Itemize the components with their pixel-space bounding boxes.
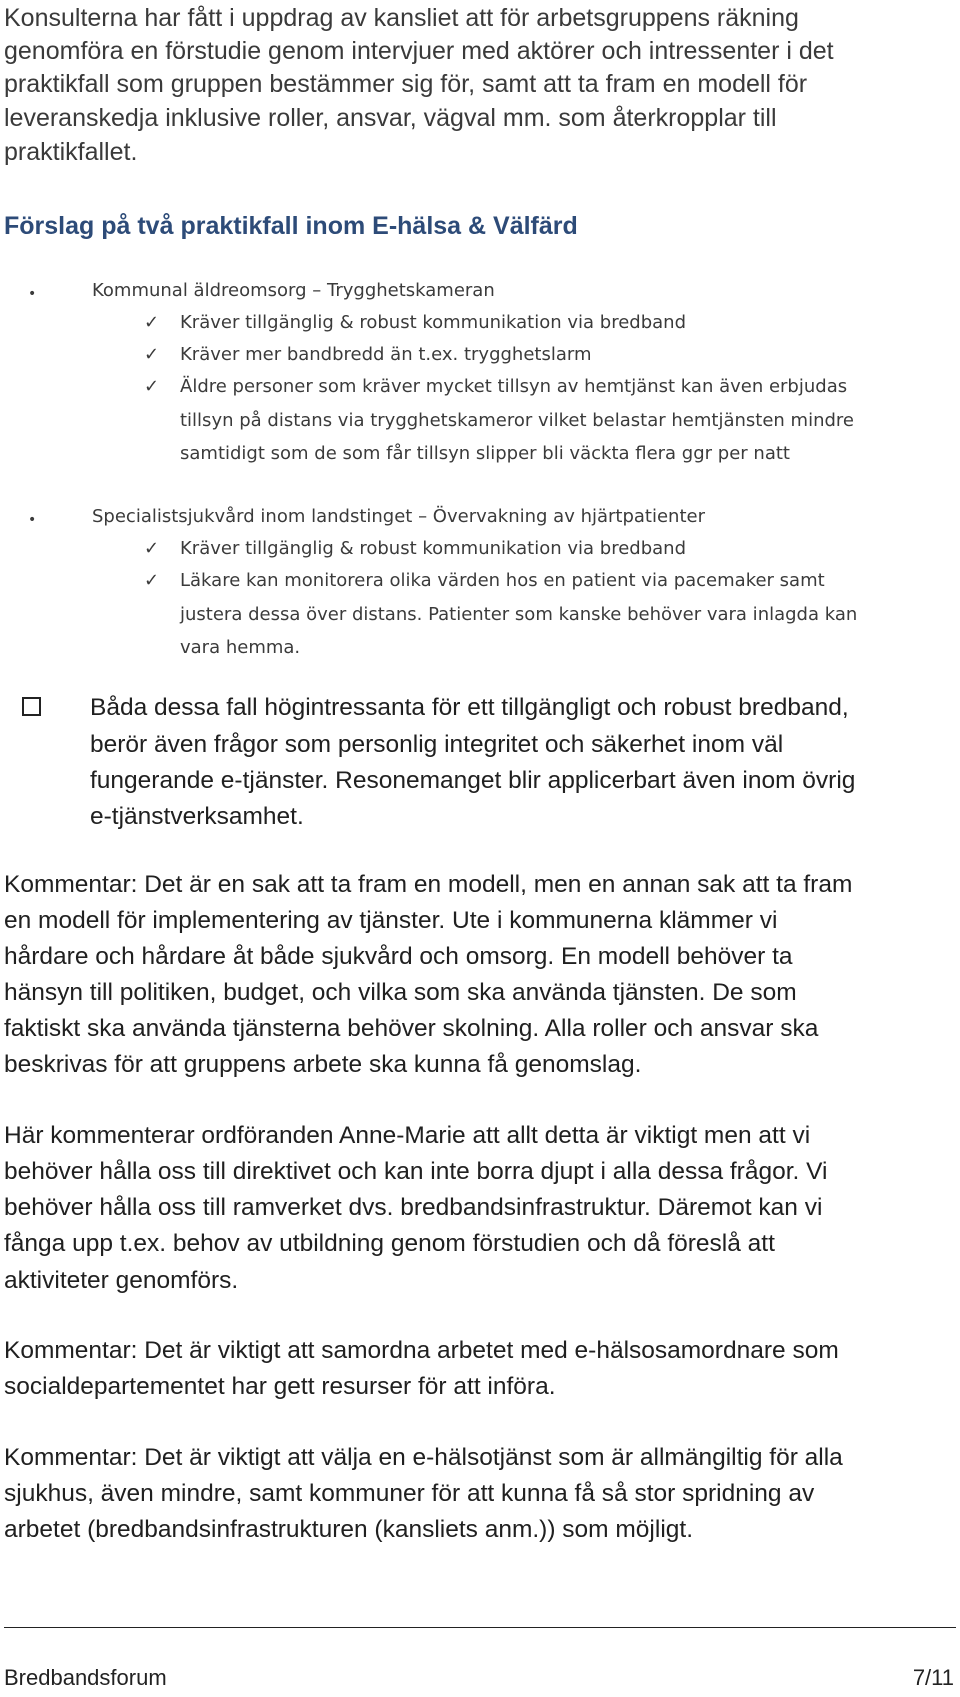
summary-line: fungerande e-tjänster. Resonemanget blir applicerbart även inom övrig bbox=[90, 767, 856, 794]
comment-line: arbetet (bredbandsinfrastrukturen (kansliets anm.)) som möjligt. bbox=[4, 1516, 694, 1543]
checkbox-icon bbox=[22, 697, 41, 716]
checkmark-icon: ✓ bbox=[144, 538, 160, 559]
check-item-text: samtidigt som de som får tillsyn slipper bli väckta flera ggr per natt bbox=[180, 443, 790, 464]
comment-line: Kommentar: Det är viktigt att samordna arbetet med e-hälsosamordnare som bbox=[4, 1337, 839, 1364]
comment-line: fånga upp t.ex. behov av utbildning genom förstudien och då föreslå att bbox=[4, 1230, 775, 1257]
intro-line: praktikfall som gruppen bestämmer sig för, samt att ta fram en modell för bbox=[4, 70, 808, 98]
page-number: 7/11 bbox=[912, 1665, 954, 1690]
summary-line: berör även frågor som personlig integritet och säkerhet inom väl bbox=[90, 731, 784, 758]
check-item-text: Kräver tillgänglig & robust kommunikation via bredband bbox=[180, 538, 686, 559]
comment-line: behöver hålla oss till ramverket dvs. bredbandsinfrastruktur. Däremot kan vi bbox=[4, 1194, 823, 1221]
intro-line: Konsulterna har fått i uppdrag av kansliet att för arbetsgruppens räkning bbox=[4, 4, 799, 32]
bullet-icon: • bbox=[28, 286, 37, 302]
comment-line: Kommentar: Det är en sak att ta fram en modell, men en annan sak att ta fram bbox=[4, 871, 853, 898]
bullet-icon: • bbox=[28, 512, 37, 528]
comment-line: beskrivas för att gruppens arbete ska kunna få genomslag. bbox=[4, 1051, 642, 1078]
intro-line: praktikfallet. bbox=[4, 138, 138, 166]
summary-line: Båda dessa fall högintressanta för ett tillgängligt och robust bredband, bbox=[90, 694, 849, 721]
comment-line: sjukhus, även mindre, samt kommuner för att kunna få så stor spridning av bbox=[4, 1480, 815, 1507]
case-title: Kommunal äldreomsorg – Trygghetskameran bbox=[92, 280, 495, 301]
comment-line: socialdepartementet har gett resurser för att införa. bbox=[4, 1373, 556, 1400]
section-heading: Förslag på två praktikfall inom E-hälsa & Välfärd bbox=[4, 212, 578, 240]
checkmark-icon: ✓ bbox=[144, 344, 160, 365]
comment-line: hårdare och hårdare åt både sjukvård och omsorg. En modell behöver ta bbox=[4, 943, 793, 970]
check-item-text: tillsyn på distans via trygghetskameror vilket belastar hemtjänsten mindre bbox=[180, 410, 854, 431]
comment-line: aktiviteter genomförs. bbox=[4, 1267, 239, 1294]
check-item-text: Kräver tillgänglig & robust kommunikation via bredband bbox=[180, 312, 686, 333]
check-item-text: justera dessa över distans. Patienter som kanske behöver vara inlagda kan bbox=[180, 604, 858, 625]
case-title: Specialistsjukvård inom landstinget – Övervakning av hjärtpatienter bbox=[92, 506, 706, 527]
summary-line: e-tjänstverksamhet. bbox=[90, 803, 304, 830]
intro-line: leveranskedja inklusive roller, ansvar, vägval mm. som återkropplar till bbox=[4, 104, 777, 132]
comment-line: Kommentar: Det är viktigt att välja en e-hälsotjänst som är allmängiltig för alla bbox=[4, 1444, 843, 1471]
checkmark-icon: ✓ bbox=[144, 312, 160, 333]
check-item-text: vara hemma. bbox=[180, 637, 301, 658]
comment-line: en modell för implementering av tjänster. Ute i kommunerna klämmer vi bbox=[4, 907, 778, 934]
checkmark-icon: ✓ bbox=[144, 376, 160, 397]
intro-line: genomföra en förstudie genom intervjuer med aktörer och intressenter i det bbox=[4, 37, 834, 65]
checkmark-icon: ✓ bbox=[144, 570, 160, 591]
comment-line: hänsyn till politiken, budget, och vilka som ska använda tjänsten. De som bbox=[4, 979, 797, 1006]
footer-org: Bredbandsforum bbox=[4, 1665, 167, 1690]
check-item-text: Kräver mer bandbredd än t.ex. trygghetslarm bbox=[180, 344, 592, 365]
footer-divider bbox=[4, 1627, 956, 1628]
check-item-text: Äldre personer som kräver mycket tillsyn av hemtjänst kan även erbjudas bbox=[180, 376, 848, 397]
comment-line: faktiskt ska använda tjänsterna behöver skolning. Alla roller och ansvar ska bbox=[4, 1015, 819, 1042]
comment-line: Här kommenterar ordföranden Anne-Marie att allt detta är viktigt men att vi bbox=[4, 1122, 811, 1149]
check-item-text: Läkare kan monitorera olika värden hos en patient via pacemaker samt bbox=[180, 570, 825, 591]
comment-line: behöver hålla oss till direktivet och kan inte borra djupt i alla dessa frågor. Vi bbox=[4, 1158, 828, 1185]
